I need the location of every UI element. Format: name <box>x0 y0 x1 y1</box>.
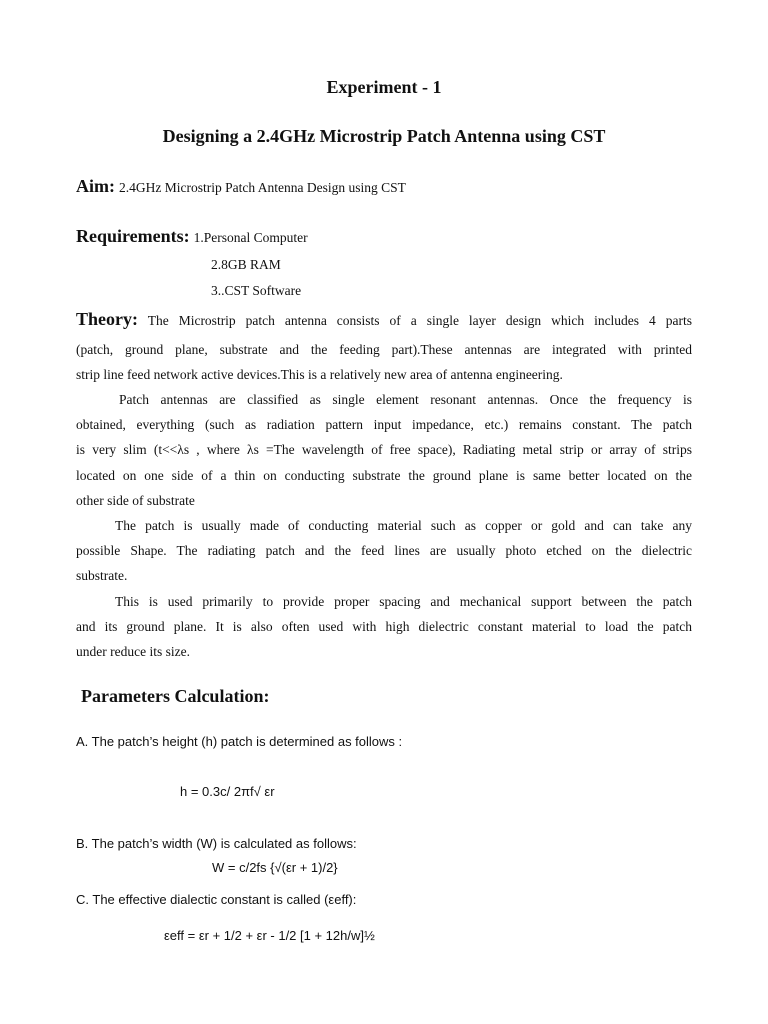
requirement-item: 1.Personal Computer <box>193 230 308 245</box>
parameters-heading: Parameters Calculation: <box>81 686 270 706</box>
aim-label: Aim: <box>76 176 115 196</box>
requirement-item: 2.8GB RAM <box>211 257 281 272</box>
theory-line: The patch is usually made of conducting material such as copper or gold and can take any <box>115 518 692 533</box>
theory-line: substrate. <box>76 568 128 583</box>
experiment-title: Experiment - 1 <box>326 77 442 97</box>
document-title: Designing a 2.4GHz Microstrip Patch Antenna using CST <box>162 126 606 146</box>
param-a-formula: h = 0.3c/ 2πf√ εr <box>180 784 275 799</box>
theory-label: Theory: <box>76 309 138 329</box>
param-b-formula: W = c/2fs {√(εr + 1)/2} <box>212 860 338 875</box>
theory-line: strip line feed network active devices.This is a relatively new area of antenna engineering. <box>76 367 563 382</box>
theory-line: possible Shape. The radiating patch and the feed lines are usually photo etched on the dielectric <box>76 543 692 558</box>
theory-line: This is used primarily to provide proper spacing and mechanical support between the patch <box>115 594 692 609</box>
aim-section <box>76 176 406 197</box>
param-b-text: B. The patch’s width (W) is calculated as follows: <box>76 836 357 851</box>
requirements-section <box>76 226 308 247</box>
aim-text: 2.4GHz Microstrip Patch Antenna Design using CST <box>119 180 406 195</box>
param-a-text: A. The patch’s height (h) patch is determined as follows : <box>76 734 403 749</box>
theory-line: Patch antennas are classified as single element resonant antennas. Once the frequency is <box>119 392 692 407</box>
requirements-label: Requirements: <box>76 226 190 246</box>
requirement-item: 3..CST Software <box>211 283 302 298</box>
theory-line: and its ground plane. It is also often used with high dielectric constant material to load the patch <box>76 619 692 634</box>
theory-line: under reduce its size. <box>76 644 190 659</box>
theory-line: other side of substrate <box>76 493 195 508</box>
param-c-text: C. The effective dialectic constant is called (εeff): <box>76 892 357 907</box>
theory-line: (patch, ground plane, substrate and the feeding part).These antennas are integrated with printed <box>76 342 692 357</box>
theory-line: is very slim (t<<λs , where λs =The wavelength of free space), Radiating metal strip or array of strips <box>76 442 692 457</box>
theory-line: obtained, everything (such as radiation pattern input impedance, etc.) remains constant. The patch <box>76 417 692 432</box>
param-c-formula: εeff = εr + 1/2 + εr - 1/2 [1 + 12h/w]½ <box>164 928 375 943</box>
theory-line: Theory: The Microstrip patch antenna consists of a single layer design which includes 4 parts <box>76 309 692 329</box>
theory-line: located on one side of a thin on conducting substrate the ground plane is same better located on the <box>76 468 692 483</box>
